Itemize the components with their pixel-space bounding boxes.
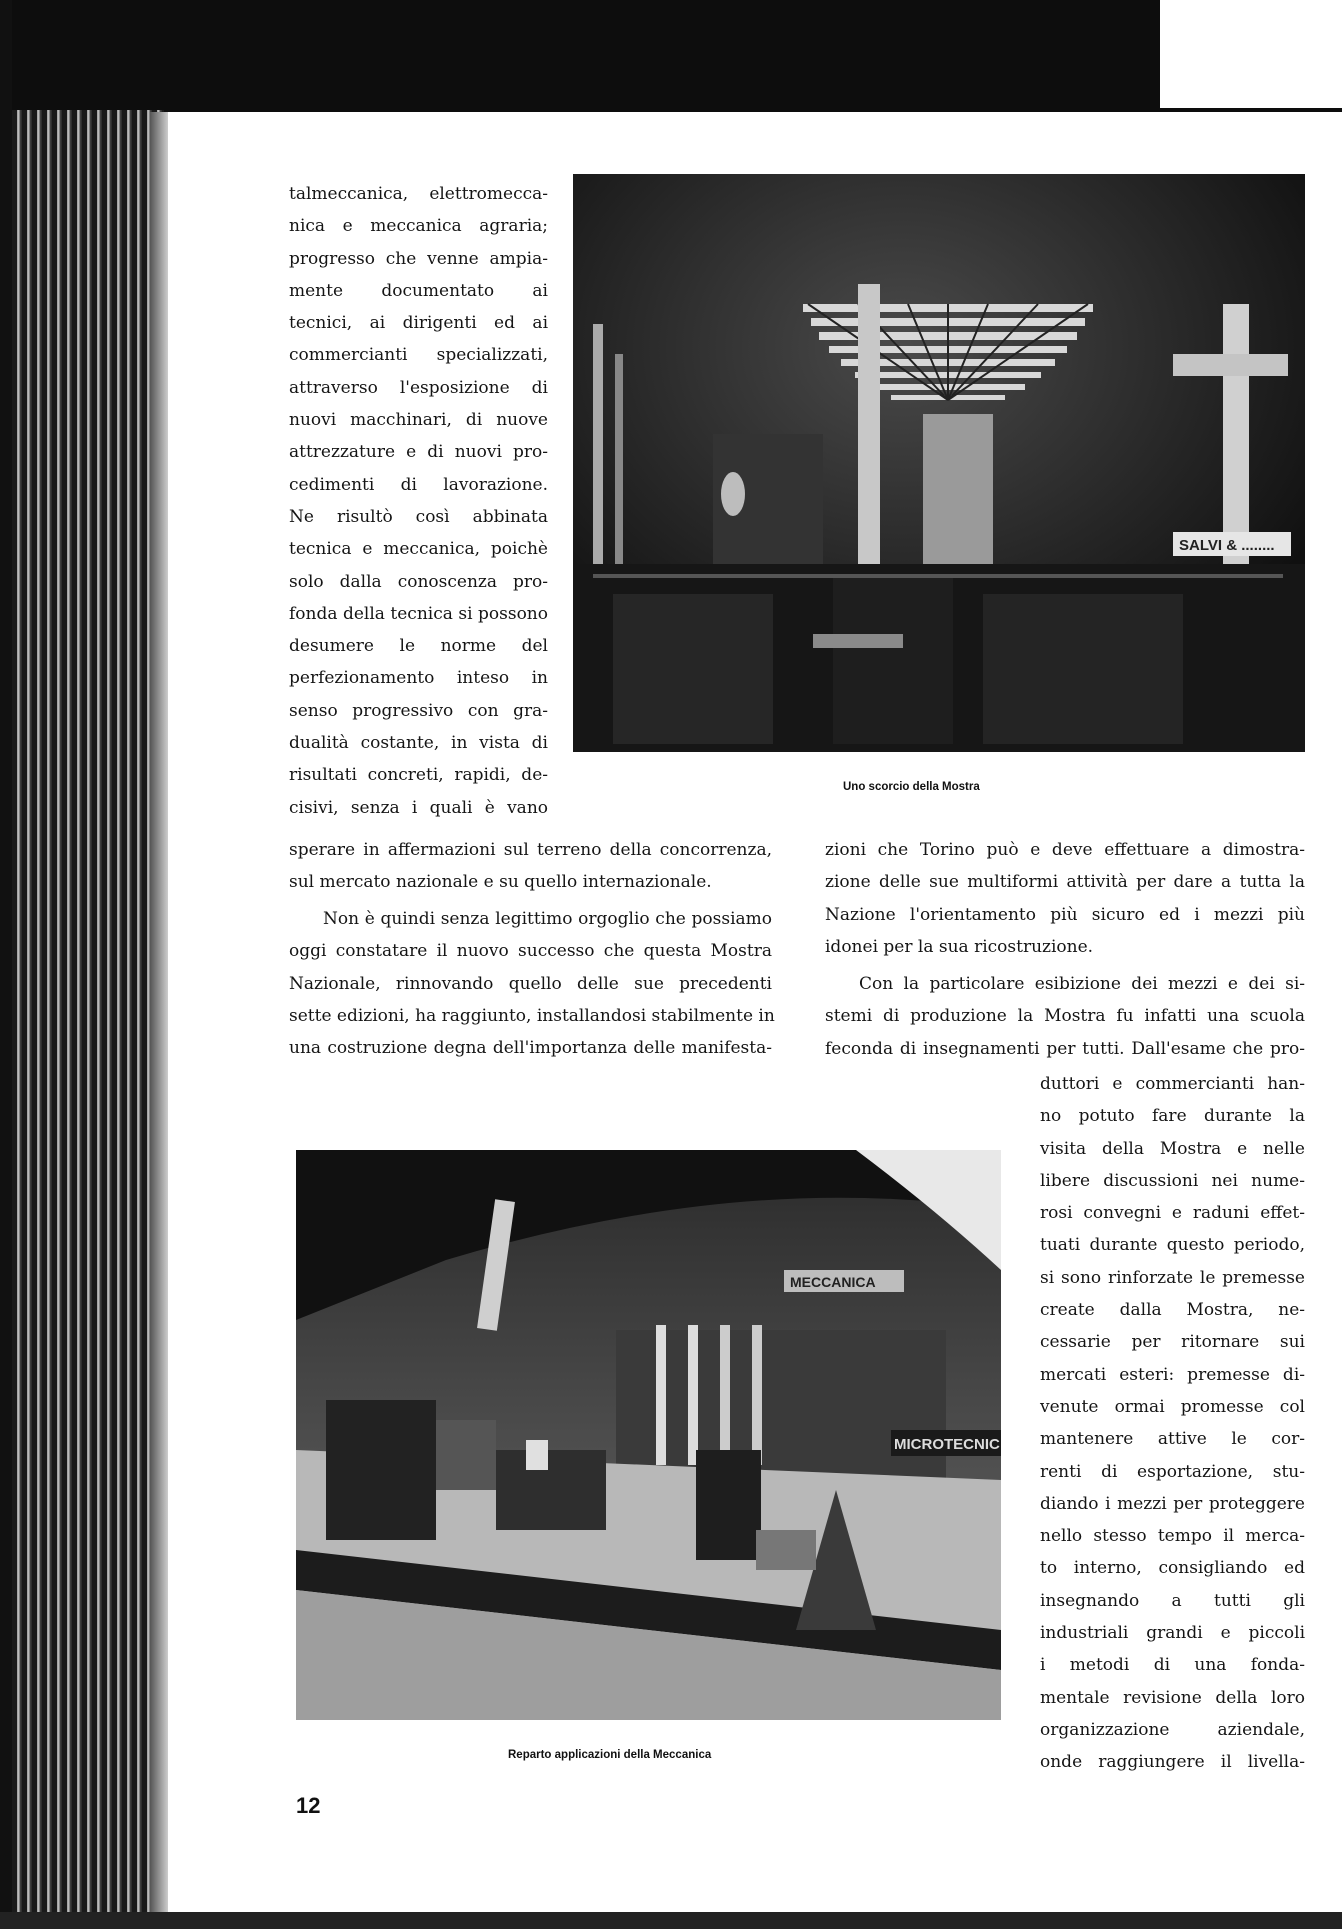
column-mid-right-paragraph [825, 968, 1305, 1065]
text-line: sperare in affermazioni sul terreno della concorrenza, [289, 840, 772, 860]
column-mid-left-paragraph [289, 903, 775, 1064]
text-line: tecnica e meccanica, poichè [289, 539, 548, 560]
meccanica-sign: MECCANICA [790, 1274, 876, 1290]
text-line: no potuto fare durante la [1040, 1106, 1305, 1127]
microtecnic-sign: MICROTECNIC [894, 1436, 1000, 1453]
text-line: create dalla Mostra, ne- [1040, 1300, 1305, 1321]
text-line: desumere le norme del [289, 636, 548, 657]
text-line: zione delle sue multiformi attività per dare a tutta la [825, 872, 1305, 893]
text-line: onde raggiungere il livella- [1040, 1752, 1305, 1773]
photo-caption-top: Uno scorcio della Mostra [843, 781, 980, 793]
text-line: cessarie per ritornare sui [1040, 1332, 1305, 1353]
text-line: mente documentato ai [289, 280, 548, 301]
text-line: cisivi, senza i quali è vano [289, 797, 548, 818]
text-line: fonda della tecnica si possono [289, 603, 548, 624]
text-line: duttori e commercianti han- [1040, 1074, 1305, 1094]
text-line: una costruzione degna dell'importanza delle manifesta- [289, 1038, 772, 1059]
text-line: diando i mezzi per proteggere [1040, 1493, 1305, 1514]
text-line: industriali grandi e piccoli [1040, 1623, 1305, 1644]
column-mid-right [825, 834, 1305, 963]
text-line: to interno, consigliando ed [1040, 1558, 1305, 1579]
scan-top-border [0, 0, 1160, 115]
text-line: visita della Mostra e nelle [1040, 1138, 1305, 1159]
text-line: i metodi di una fonda- [1040, 1655, 1305, 1676]
column-mid-left [289, 834, 772, 899]
text-line: venute ormai promesse col [1040, 1396, 1305, 1417]
text-line: dualità costante, in vista di [289, 733, 548, 754]
text-line: tuati durante questo periodo, [1040, 1235, 1305, 1256]
text-line: mentale revisione della loro [1040, 1687, 1305, 1708]
text-line: progresso che venne ampia- [289, 248, 548, 269]
text-line: sette edizioni, ha raggiunto, installandosi stabilmente in [289, 1005, 775, 1026]
text-line: senso progressivo con gra- [289, 700, 548, 721]
photo-exhibition-hall-image [573, 174, 1305, 752]
text-line: solo dalla conoscenza pro- [289, 571, 548, 592]
text-line: perfezionamento inteso in [289, 668, 548, 689]
text-line: stemi di produzione la Mostra fu infatti una scuola [825, 1006, 1305, 1027]
photo-mechanics-department-image [296, 1150, 1001, 1720]
text-line: sul mercato nazionale e su quello internazionale. [289, 872, 712, 893]
exhibition-stand-sign: SALVI & ........ [1179, 537, 1275, 554]
text-line: nuovi macchinari, di nuove [289, 410, 548, 431]
text-line: Ne risultò così abbinata [289, 506, 548, 527]
column-top-left [289, 178, 548, 824]
text-line: Nazione l'orientamento più sicuro ed i mezzi più [825, 904, 1305, 925]
text-line: feconda di insegnamenti per tutti. Dall'esame che pro- [825, 1038, 1305, 1059]
text-line: mercati esteri: premesse di- [1040, 1364, 1305, 1385]
book-page-edges [12, 110, 164, 1918]
text-line: nello stesso tempo il merca- [1040, 1526, 1305, 1547]
text-line: renti di esportazione, stu- [1040, 1461, 1305, 1482]
text-line: rosi convegni e raduni effet- [1040, 1203, 1305, 1224]
page-number: 12 [296, 1793, 321, 1818]
text-line: si sono rinforzate le premesse [1040, 1267, 1305, 1288]
text-line: insegnando a tutti gli [1040, 1590, 1305, 1611]
text-line: tecnici, ai dirigenti ed ai [289, 313, 548, 334]
scan-bottom-border [0, 1912, 1342, 1929]
text-line: idonei per la sua ricostruzione. [825, 936, 1094, 957]
photo-exhibition-hall [573, 174, 1305, 752]
column-bottom-right [1040, 1068, 1305, 1779]
text-line: mantenere attive le cor- [1040, 1429, 1305, 1450]
text-line: libere discussioni nei nume- [1040, 1170, 1305, 1191]
photo-caption-bottom: Reparto applicazioni della Meccanica [508, 1749, 712, 1761]
text-line: talmeccanica, elettromecca- [289, 184, 548, 204]
text-line: attraverso l'esposizione di [289, 377, 548, 398]
photo-mechanics-department [296, 1150, 1001, 1720]
text-line: Con la particolare esibizione dei mezzi e dei si- [859, 974, 1305, 994]
scan-left-border [0, 0, 12, 1929]
text-line: Non è quindi senza legittimo orgoglio che possiamo [323, 909, 772, 929]
text-line: risultati concreti, rapidi, de- [289, 765, 548, 786]
text-line: zioni che Torino può e deve effettuare a dimostra- [825, 840, 1305, 860]
text-line: commercianti specializzati, [289, 345, 548, 366]
text-line: cedimenti di lavorazione. [289, 474, 548, 495]
text-line: Nazionale, rinnovando quello delle sue precedenti [289, 973, 772, 994]
text-line: attrezzature e di nuovi pro- [289, 442, 548, 463]
text-line: nica e meccanica agraria; [289, 216, 548, 237]
text-line: organizzazione aziendale, [1040, 1719, 1305, 1740]
text-line: oggi constatare il nuovo successo che questa Mostra [289, 941, 772, 962]
